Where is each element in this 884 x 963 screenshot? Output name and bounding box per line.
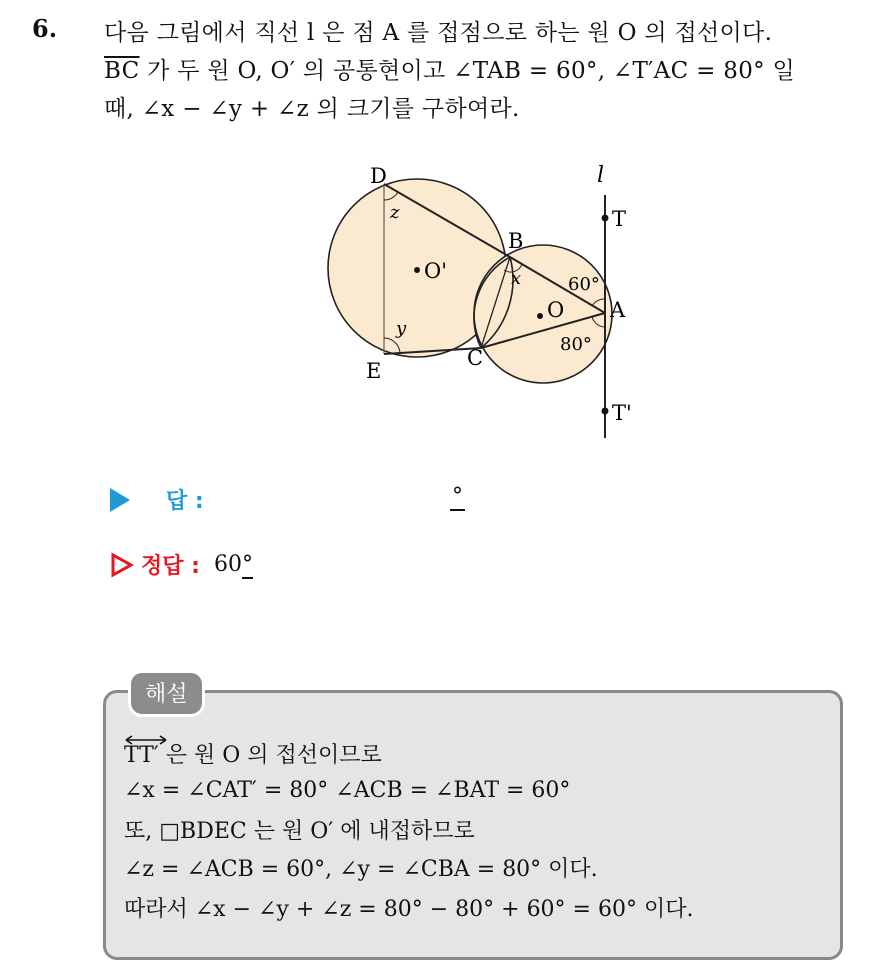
- label-c: C: [467, 346, 484, 370]
- circle-o: [474, 245, 612, 383]
- question-line-2: [104, 52, 795, 85]
- solution-line-4: ∠z = ∠ACB = 60°, ∠y = ∠CBA = 80° 이다.: [124, 857, 598, 882]
- correct-label: 정답 :: [141, 554, 200, 579]
- chord-bc: $\overline{BC}$: [104, 58, 140, 84]
- label-x: x: [511, 268, 522, 289]
- label-b: B: [508, 229, 524, 253]
- label-z: z: [390, 202, 400, 223]
- double-arrow-icon: [124, 734, 168, 746]
- label-a: A: [610, 298, 626, 322]
- point-t: [602, 215, 609, 222]
- tangent-tt: TT′: [124, 743, 159, 768]
- answer-row: [110, 484, 204, 515]
- label-angle-60: 60°: [568, 274, 600, 295]
- point-t-prime: [602, 408, 609, 415]
- solution-line-2: ∠x = ∠CAT′ = 80° ∠ACB = ∠BAT = 60°: [124, 778, 571, 803]
- answer-degree: °: [452, 484, 463, 509]
- label-y: y: [396, 318, 407, 339]
- label-d: D: [370, 164, 387, 188]
- solution-line-3: 또, □BDEC 는 원 O′ 에 내접하므로: [124, 819, 475, 844]
- question-number: 6.: [32, 14, 58, 43]
- label-t: T: [612, 207, 627, 231]
- solution-tab: 해설: [128, 670, 205, 717]
- label-e: E: [366, 359, 382, 383]
- point-o: [537, 313, 543, 319]
- solution-line-5: 따라서 ∠x − ∠y + ∠z = 80° − 80° + 60° = 60° 이다.: [124, 897, 694, 922]
- question-line-2-text: 가 두 원 O, O′ 의 공통현이고 ∠TAB = 60°, ∠T′AC = 80° 일: [139, 58, 796, 84]
- question-line-1: 다음 그림에서 직선 l 은 점 A 를 접점으로 하는 원 O 의 접선이다.: [104, 20, 773, 46]
- label-angle-80: 80°: [560, 334, 592, 355]
- question-line-3: 때, ∠x − ∠y + ∠z 의 크기를 구하여라.: [104, 96, 520, 122]
- label-t-prime: T': [612, 401, 632, 425]
- correct-value: 60: [213, 552, 242, 577]
- correct-row: [110, 549, 253, 580]
- solution-line-1: [124, 738, 382, 769]
- solution-line-1-text: 은 원 O 의 접선이므로: [158, 743, 382, 768]
- label-o-prime: O': [424, 259, 447, 283]
- play-triangle-icon: [110, 488, 130, 512]
- answer-label: 답 :: [166, 489, 204, 514]
- correct-degree: °: [241, 552, 253, 577]
- geometry-figure: [300, 150, 660, 450]
- open-triangle-icon: [110, 552, 134, 578]
- label-o: O: [547, 298, 565, 322]
- point-o-prime: [414, 267, 420, 273]
- answer-blank[interactable]: [450, 484, 465, 509]
- label-l: l: [597, 163, 605, 188]
